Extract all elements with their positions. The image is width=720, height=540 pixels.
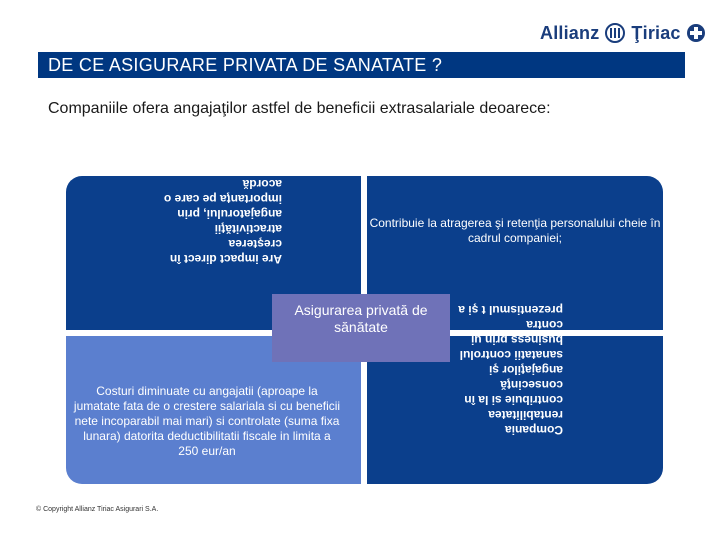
logo-allianz-text: Allianz	[540, 22, 600, 43]
page-title: DE CE ASIGURARE PRIVATA DE SANATATE ?	[38, 52, 685, 78]
quadrant-top-right-text: Contribuie la atragerea şi retenţia personalului cheie în cadrul companiei;	[369, 216, 661, 245]
quadrant-bottom-right-text: Compania rentabilitatea contribuie si la în consecinţă angajaţilor şi sanatatii controlul business prin ui contra prezentismul t şi a	[458, 303, 563, 437]
logo-tiriac-text: Ţiriac	[631, 22, 681, 43]
cross-icon	[687, 24, 705, 42]
benefits-diagram	[66, 176, 663, 484]
center-label-box: Asigurarea privată de sănătate	[272, 294, 450, 362]
copyright-footer: © Copyright Allianz Tiriac Asigurari S.A.	[36, 506, 159, 513]
subtitle: Companiile ofera angajaţilor astfel de beneficii extrasalariale deoarece:	[48, 100, 551, 117]
quadrant-bottom-left-text: Costuri diminuate cu angajatii (aproape la jumatate fata de o crestere salariala si cu beneficii nete incoparabil mai mari) si controlate (suma fixa lunara) datorita deductibilitatii fiscale in limita a 250 eur/an	[73, 384, 341, 458]
company-logo	[540, 20, 712, 46]
allianz-eagle-icon	[605, 23, 625, 43]
quadrant-top-left-text: Are impact direct în creşterea atractivităţii angajatorului, prin importanţa pe care o acordă	[163, 177, 282, 266]
